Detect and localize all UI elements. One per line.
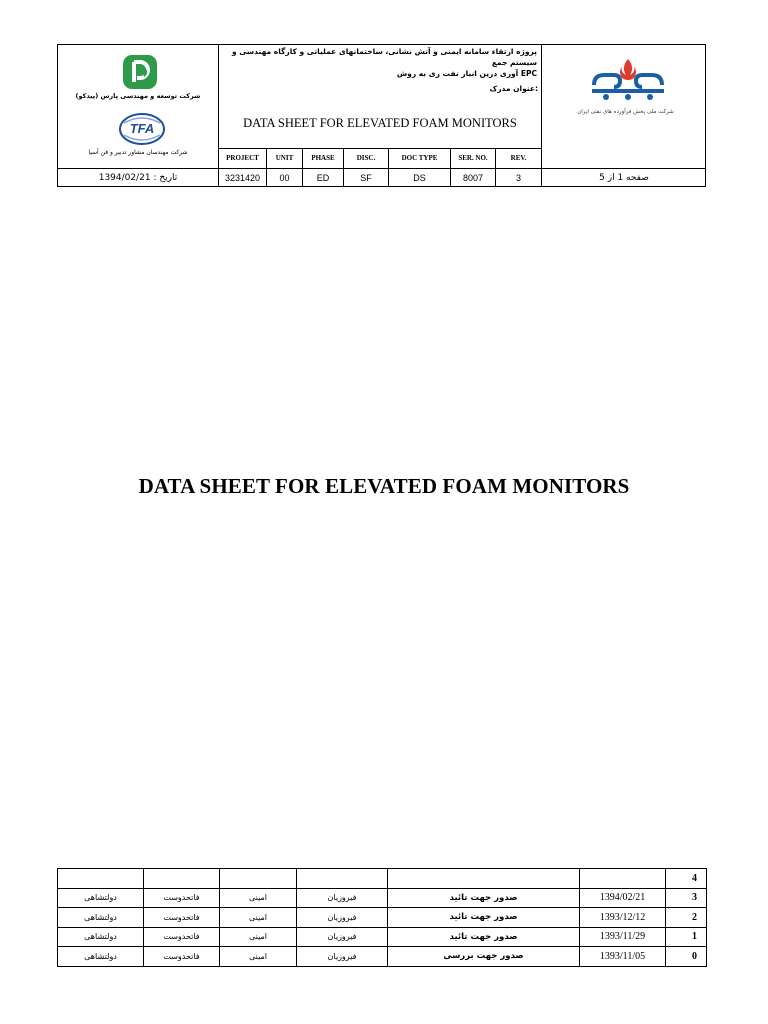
checked-by: امینی — [220, 888, 297, 908]
prepared-by: فیروزیان — [297, 908, 388, 928]
revision-date — [580, 869, 666, 889]
approved-by — [144, 869, 220, 889]
doc-title: DATA SHEET FOR ELEVATED FOAM MONITORS — [243, 116, 517, 130]
prepared-by: فیروزیان — [297, 927, 388, 947]
prepared-by — [297, 869, 388, 889]
project-title-line1: پروژه ارتقاء سامانه ایمنی و آتش نشانی، ساختمانهای عملیاتی و کارگاه مهندسی و سیستم جمع — [231, 47, 537, 67]
table-row — [58, 888, 707, 908]
tfa-logo-text: TFA — [129, 121, 155, 136]
approved-by: فاتحدوست — [144, 888, 220, 908]
authorized-by: دولتشاهی — [58, 888, 144, 908]
revision-date: 1393/11/29 — [580, 927, 666, 947]
issue-date: تاریخ : 1394/02/21 — [98, 173, 178, 183]
revision-number: 4 — [666, 869, 707, 889]
code-value-unit: 00 — [279, 173, 290, 183]
checked-by — [220, 869, 297, 889]
authorized-by: دولتشاهی — [58, 927, 144, 947]
authorized-by: دولتشاهی — [58, 947, 144, 967]
project-title-line2: EPC آوری درین انبار نفت ری به روش — [396, 69, 537, 78]
prepared-by: فیروزیان — [297, 947, 388, 967]
code-value-project: 3231420 — [224, 173, 261, 183]
code-header-doc-type: DOC TYPE — [401, 154, 438, 162]
approved-by: فاتحدوست — [144, 947, 220, 967]
code-value-rev: 3 — [515, 173, 521, 183]
project-title — [223, 46, 537, 79]
table-row — [58, 908, 707, 928]
nioc-logo — [588, 57, 668, 101]
revision-description: صدور جهت تائید — [388, 908, 580, 928]
document-header — [57, 44, 706, 187]
approved-by: فاتحدوست — [144, 927, 220, 947]
table-row — [58, 947, 707, 967]
checked-by: امینی — [220, 908, 297, 928]
pidec-logo — [122, 54, 158, 90]
code-value-disc: SF — [360, 173, 372, 183]
authorized-by: دولتشاهی — [58, 908, 144, 928]
revision-date: 1393/11/05 — [580, 947, 666, 967]
revision-date: 1393/12/12 — [580, 908, 666, 928]
revision-description: صدور جهت تائید — [388, 927, 580, 947]
approved-by: فاتحدوست — [144, 908, 220, 928]
code-header-phase: PHASE — [311, 154, 335, 162]
code-value-phase: ED — [316, 173, 330, 183]
header-divider — [541, 45, 542, 187]
checked-by: امینی — [220, 927, 297, 947]
tfa-company-name: شرکت مهندسان مشاور تدبیر و فن آسیا — [88, 149, 188, 156]
code-header-unit: UNIT — [275, 154, 294, 162]
doc-title-label: :عنوان مدرک — [489, 84, 538, 93]
code-header-rev: REV. — [510, 154, 527, 162]
checked-by: امینی — [220, 947, 297, 967]
revision-description: صدور جهت بررسی — [388, 947, 580, 967]
revision-table — [57, 868, 707, 967]
table-row — [58, 869, 707, 889]
revision-description: صدور جهت تائید — [388, 888, 580, 908]
authorized-by — [58, 869, 144, 889]
code-value-doc-type: DS — [413, 173, 426, 183]
page-number: صفحه 1 از 5 — [599, 173, 649, 183]
pidec-company-name: شرکت توسعه و مهندسی پارس (پیدکو) — [75, 92, 201, 100]
revision-number: 1 — [666, 927, 707, 947]
code-header-project: PROJECT — [226, 154, 259, 162]
nioc-company-name: شرکت ملی پخش فرآورده های نفتی ایران — [577, 109, 674, 115]
code-header-ser-no: SER. NO. — [458, 154, 488, 162]
revision-description — [388, 869, 580, 889]
prepared-by: فیروزیان — [297, 888, 388, 908]
revision-date: 1394/02/21 — [580, 888, 666, 908]
revision-number: 0 — [666, 947, 707, 967]
table-row — [58, 927, 707, 947]
main-title: DATA SHEET FOR ELEVATED FOAM MONITORS — [138, 474, 630, 498]
revision-number: 3 — [666, 888, 707, 908]
code-header-disc: DISC. — [356, 154, 376, 162]
code-value-ser-no: 8007 — [462, 173, 484, 183]
revision-number: 2 — [666, 908, 707, 928]
